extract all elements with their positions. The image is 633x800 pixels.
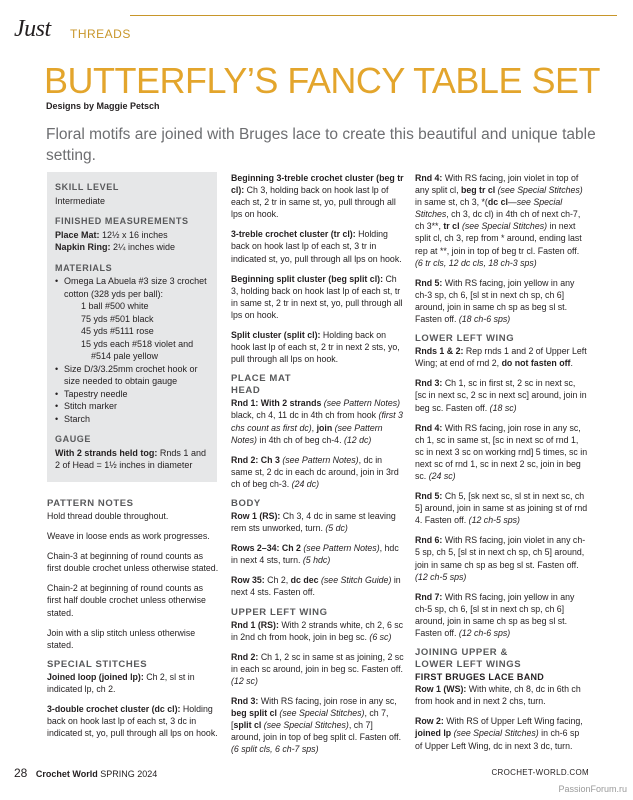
list-item: • Tapestry needle [55, 388, 209, 401]
intro-text: Floral motifs are joined with Bruges lace to create this beautiful and unique table setting. [46, 126, 596, 164]
page-title: BUTTERFLY’S FANCY TABLE SET [44, 60, 600, 101]
head-rnd-2: Rnd 2: Ch 3 (see Pattern Notes), dc in same st, 2 dc in each dc around, join in 3rd ch of beg ch-3. (24 dc) [231, 454, 399, 489]
ulw-rnd-4: Rnd 4: With RS facing, join violet in top of any split cl, beg tr cl (see Special Stitches) in same st, ch 3, *(dc cl—see Special Stitches, ch 3, dc cl) in 4th ch of next ch-7, ch 3**, tr cl (see Special Stitches) in next split cl, ch 3, rep from * around, ending last rep at **, join in top of beg tr cl. Fasten off. (6 tr cls, 12 dc cls, 18 ch-3 sps) [415, 173, 583, 268]
column-3 [415, 172, 589, 760]
pattern-notes-heading: PATTERN NOTES [47, 498, 134, 509]
llw-rnds-1-2: Rnds 1 & 2: Rep rnds 1 and 2 of Upper Left Wing; at end of rnd 2, do not fasten off. [415, 346, 587, 369]
pattern-note: Hold thread double throughout. [47, 511, 169, 521]
measurement-napkin-ring: Napkin Ring: 2¼ inches wide [55, 242, 176, 252]
materials-heading: MATERIALS [55, 262, 113, 273]
place-mat-heading: PLACE MAT [231, 373, 292, 385]
lower-left-wing-heading: LOWER LEFT WING [415, 333, 515, 345]
byline: Designs by Maggie Petsch [46, 101, 160, 111]
materials-list [55, 275, 209, 425]
ulw-rnd-1: Rnd 1 (RS): With 2 strands white, ch 2, 6 sc in 2nd ch from hook, join in beg sc. (6 sc) [231, 619, 404, 642]
band-row-1: Row 1 (WS): With white, ch 8, dc in 6th ch from hook and in next 2 chs, turn. [415, 684, 581, 707]
threads-label: THREADS [70, 27, 131, 41]
measurement-place-mat: Place Mat: 12½ x 16 inches [55, 229, 168, 240]
watermark: PassionForum.ru [558, 784, 627, 794]
list-item: • Size D/3/3.25mm crochet hook or size needed to obtain gauge [55, 363, 209, 388]
llw-rnd-4: Rnd 4: With RS facing, join rose in any sc, ch 1, sc in same st, [sc in next sc of rnd 1, sc in next 3 sc on working rnd] 5 times, sc in next sc of rnd 1, sc in next 2 sc, join in beg sc. (24 sc) [415, 422, 588, 481]
special-stitches-heading: SPECIAL STITCHES [47, 658, 148, 670]
stitch-joined-loop: Joined loop (joined lp): Ch 2, sl st in indicated lp, ch 2. [47, 671, 195, 694]
llw-rnd-3: Rnd 3: Ch 1, sc in first st, 2 sc in next sc, [sc in next sc, 2 sc in next sc] around, join in beg sc. Fasten off. (18 sc) [415, 378, 587, 413]
ulw-rnd-5: Rnd 5: With RS facing, join yellow in any ch-3 sp, ch 6, [sl st in next ch sp, ch 6] around, join in same ch sp as beg sl st. Fasten off. (18 ch-6 sps) [415, 277, 575, 325]
list-item: • Omega La Abuela #3 size 3 crochet cotton (328 yds per ball): 1 ball #500 white 75 yds #501 black 45 yds #5111 rose 15 yds each #518 violet and #514 pale yellow [55, 275, 209, 363]
pattern-note: Weave in loose ends as work progresses. [47, 531, 210, 542]
llw-rnd-5: Rnd 5: Ch 5, [sk next sc, sl st in next sc, ch 5] around, join in same st as joining st of rnd 4. Fasten off. (12 ch-5 sps) [415, 491, 588, 526]
joining-heading-1: JOINING UPPER & [415, 647, 508, 659]
bruges-band-heading: FIRST BRUGES LACE BAND [415, 672, 545, 683]
pattern-note: Chain-3 at beginning of round counts as first double crochet unless otherwise stated. [47, 551, 219, 574]
list-item: • Starch [55, 413, 209, 426]
pattern-note: Join with a slip stitch unless otherwise stated. [47, 627, 196, 650]
website-link[interactable]: CROCHET-WORLD.COM [491, 768, 589, 777]
body-row-35: Row 35: Ch 2, dc dec (see Stitch Guide) in next 4 sts. Fasten off. [231, 575, 401, 598]
issue-label: SPRING 2024 [100, 769, 158, 779]
section-header [14, 16, 214, 50]
gauge-text: With 2 strands held tog: Rnds 1 and 2 of Head = 1½ inches in diameter [55, 447, 206, 470]
band-row-2: Row 2: With RS of Upper Left Wing facing, joined lp (see Special Stitches) in ch-6 sp of Upper Left Wing, dc in next 3 dc, turn. [415, 716, 583, 751]
llw-rnd-7: Rnd 7: With RS facing, join yellow in any ch-5 sp, ch 6, [sl st in next ch sp, ch 6] around, join in same ch sp as beg sl st. Fasten off. (12 ch-6 sps) [415, 591, 575, 638]
measurements-heading: FINISHED MEASUREMENTS [55, 216, 189, 226]
joining-heading-2: LOWER LEFT WINGS [415, 659, 522, 671]
stitch-dc-cluster: 3-double crochet cluster (dc cl): Holding back on hook last lp of each st, 3 dc in indicated st, yo, pull through all lps on hook. [47, 704, 218, 739]
page-number: 28 [14, 766, 28, 780]
body-rows-2-34: Rows 2–34: Ch 2 (see Pattern Notes), hdc in next 4 sts, turn. (5 hdc) [231, 543, 399, 566]
just-logo: Just [14, 16, 51, 42]
page-footer [14, 766, 157, 780]
column-1 [47, 498, 219, 747]
info-sidebar [47, 172, 217, 482]
column-2 [231, 172, 405, 763]
skill-heading: SKILL LEVEL [55, 182, 119, 192]
skill-value: Intermediate [55, 195, 106, 206]
head-heading: HEAD [231, 385, 261, 397]
stitch-beg-split-cl: Beginning split cluster (beg split cl): Ch 3, holding back on hook last lp of each st, tr in same st, 2 tr in next st, yo, pull through all lps on hook. [231, 273, 403, 320]
pattern-note: Chain-2 at beginning of round counts as first half double crochet unless otherwise stated. [47, 583, 206, 618]
ulw-rnd-3: Rnd 3: With RS facing, join rose in any sc, beg split cl (see Special Stitches), ch 7, [split cl (see Special Stitches), ch 7] around, join in top of beg split cl. Fasten off. (6 split cls, 6 ch-7 sps) [231, 696, 402, 755]
ulw-rnd-2: Rnd 2: Ch 1, 2 sc in same st as joining, 2 sc in each sc around, join in beg sc. Fasten off. (12 sc) [231, 651, 404, 686]
magazine-name: Crochet World [35, 769, 98, 779]
list-item: • Stitch marker [55, 400, 209, 413]
stitch-tr-cl: 3-treble crochet cluster (tr cl): Holding back on hook last lp of each st, 3 tr in indicated st, yo, pull through all lps on hook. [231, 229, 402, 264]
head-rnd-1: Rnd 1: With 2 strands (see Pattern Notes) black, ch 4, 11 dc in 4th ch from hook (first 3 chs count as first dc), join (see Pattern Notes) in 4th ch of beg ch-4. (12 dc) [231, 398, 403, 445]
body-row-1: Row 1 (RS): Ch 3, 4 dc in same st leaving rem sts unworked, turn. (5 dc) [231, 510, 396, 534]
stitch-beg-tr-cl: Beginning 3-treble crochet cluster (beg tr cl): Ch 3, holding back on hook last lp of each st, 2 tr in same st, yo, pull through all lps on hook. [231, 173, 404, 220]
body-heading: BODY [231, 497, 261, 509]
header-rule [130, 15, 617, 16]
gauge-heading: GAUGE [55, 434, 92, 444]
stitch-split-cl: Split cluster (split cl): Holding back on hook last lp of each st, 2 tr in next 2 sts, yo, pull through all lps on hook. [231, 330, 400, 365]
upper-left-wing-heading: UPPER LEFT WING [231, 606, 328, 618]
llw-rnd-6: Rnd 6: With RS facing, join violet in any ch-5 sp, ch 5, [sl st in next ch sp, ch 5] around, join in same ch sp as beg sl st. Fasten off. (12 ch-5 sps) [415, 535, 586, 582]
